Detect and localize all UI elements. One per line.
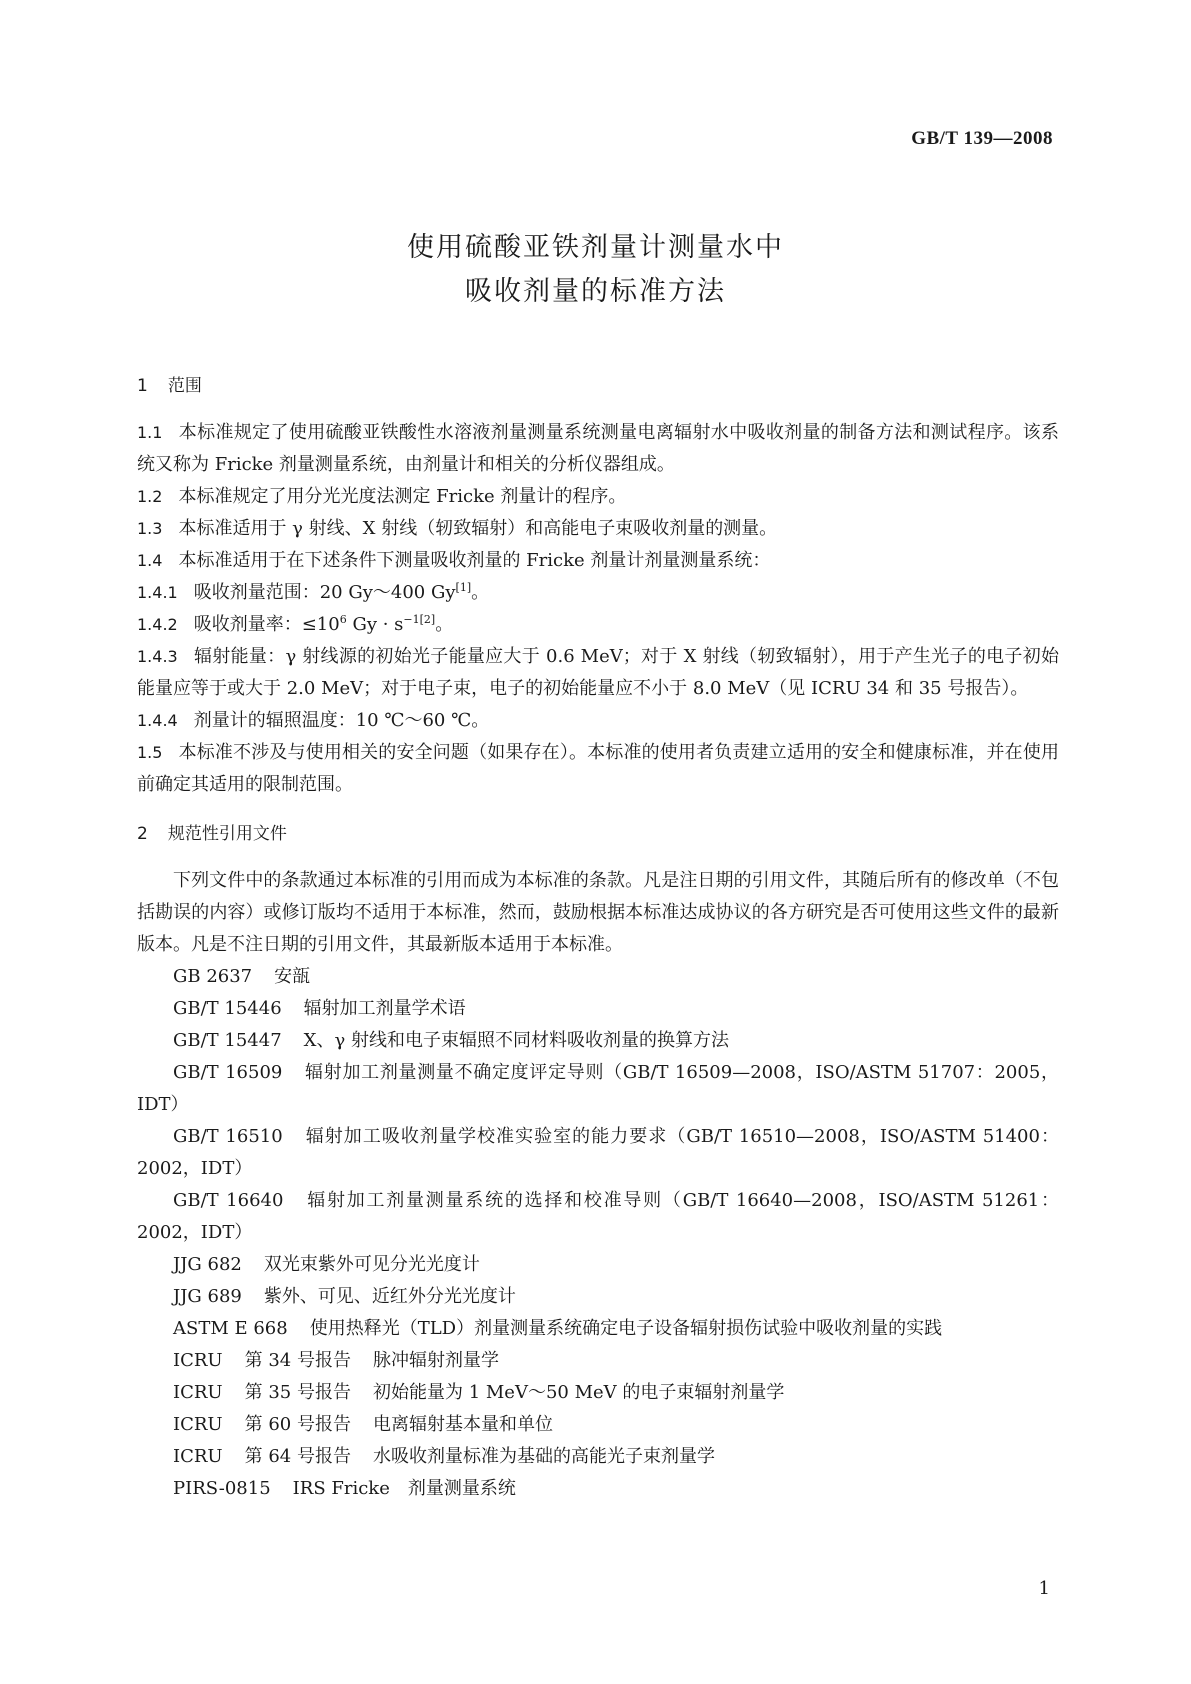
clause-1-3: [137, 513, 1059, 545]
reference-code: ASTM E 668: [173, 1318, 288, 1339]
reference-code: ICRU: [173, 1350, 223, 1371]
clause-1-4-2: [137, 609, 1059, 641]
clause-number: 1.2: [137, 487, 163, 506]
clause-text: 本标准不涉及与使用相关的安全问题（如果存在）。本标准的使用者负责建立适用的安全和健康标准，并在使用前确定其适用的限制范围。: [137, 742, 1059, 795]
reference-code: GB/T 16640: [173, 1190, 284, 1211]
clause-1-4-3: [137, 641, 1059, 705]
clause-number: 1.5: [137, 743, 163, 762]
reference-item: [137, 993, 1059, 1025]
section-title: 规范性引用文件: [167, 824, 287, 844]
section-1-heading: [137, 372, 1059, 400]
standard-number: GB/T 139—2008: [911, 128, 1053, 149]
citation-ref: [1]: [455, 581, 472, 594]
reference-item: [137, 1441, 1059, 1473]
reference-code: ICRU: [173, 1414, 223, 1435]
clause-number: 1.4.3: [137, 647, 178, 666]
reference-item: [137, 1249, 1059, 1281]
reference-code: GB/T 16509: [173, 1062, 283, 1083]
section-title: 范围: [167, 376, 202, 396]
reference-title: 双光束紫外可见分光光度计: [263, 1254, 480, 1275]
reference-item: [137, 1313, 1059, 1345]
clause-1-5: [137, 737, 1059, 801]
section-number: 1: [137, 376, 148, 396]
reference-item: [137, 1473, 1059, 1505]
clause-text: 本标准规定了用分光光度法测定 Fricke 剂量计的程序。: [178, 486, 627, 507]
reference-title: 辐射加工剂量测量不确定度评定导则（GB/T 16509—2008，ISO/ASTM 51707：2005，IDT）: [137, 1062, 1059, 1115]
reference-title: 水吸收剂量标准为基础的高能光子束剂量学: [372, 1446, 715, 1467]
reference-item: [137, 1409, 1059, 1441]
clause-number: 1.4.2: [137, 615, 178, 634]
clause-tail: 。: [435, 614, 454, 635]
clause-number: 1.3: [137, 519, 163, 538]
reference-title: 辐射加工剂量学术语: [303, 998, 466, 1019]
exponent: 6: [339, 613, 347, 626]
section-2-intro: 下列文件中的条款通过本标准的引用而成为本标准的条款。凡是注日期的引用文件，其随后所有的修改单（不包括勘误的内容）或修订版均不适用于本标准，然而，鼓励根据本标准达成协议的各方研究是否可使用这些文件的最新版本。凡是不注日期的引用文件，其最新版本适用于本标准。: [137, 870, 1059, 955]
reference-code: JJG 682: [173, 1254, 242, 1275]
reference-item: [137, 1057, 1059, 1121]
reference-code: ICRU: [173, 1382, 223, 1403]
reference-code: GB/T 16510: [173, 1126, 283, 1147]
reference-item: [137, 1121, 1059, 1185]
clause-text: 本标准适用于 γ 射线、X 射线（轫致辐射）和高能电子束吸收剂量的测量。: [178, 518, 778, 539]
reference-report-number: 第 35 号报告: [244, 1382, 351, 1403]
section-2-heading: [137, 820, 1059, 848]
clause-number: 1.4: [137, 551, 163, 570]
clause-1-1: [137, 417, 1059, 481]
clause-1-4-1: [137, 577, 1059, 609]
reference-title: 初始能量为 1 MeV～50 MeV 的电子束辐射剂量学: [372, 1382, 785, 1403]
reference-title: 脉冲辐射剂量学: [372, 1350, 499, 1371]
reference-item: [137, 961, 1059, 993]
section-number: 2: [137, 824, 148, 844]
clause-tail: 。: [471, 582, 490, 603]
reference-title: 辐射加工吸收剂量学校准实验室的能力要求（GB/T 16510—2008，ISO/ASTM 51400：2002，IDT）: [137, 1126, 1059, 1179]
document-body: [137, 372, 1059, 1505]
reference-item: [137, 1185, 1059, 1249]
exponent-citation: −1[2]: [403, 613, 436, 626]
clause-text: 吸收剂量范围：20 Gy～400 Gy: [193, 582, 456, 603]
reference-report-number: 第 60 号报告: [244, 1414, 351, 1435]
reference-item: [137, 1377, 1059, 1409]
clause-text: 剂量计的辐照温度：10 ℃～60 ℃。: [193, 710, 490, 731]
clause-number: 1.4.1: [137, 583, 178, 602]
reference-code: GB 2637: [173, 966, 253, 987]
reference-item: [137, 1281, 1059, 1313]
clause-text-unit: Gy · s: [346, 614, 404, 635]
clause-number: 1.1: [137, 423, 163, 442]
reference-title: 使用热释光（TLD）剂量测量系统确定电子设备辐射损伤试验中吸收剂量的实践: [309, 1318, 943, 1339]
reference-title: X、γ 射线和电子束辐照不同材料吸收剂量的换算方法: [303, 1030, 729, 1051]
reference-title: 辐射加工剂量测量系统的选择和校准导则（GB/T 16640—2008，ISO/ASTM 51261：2002，IDT）: [137, 1190, 1059, 1243]
reference-title: IRS Fricke 剂量测量系统: [292, 1478, 516, 1499]
clause-text: 辐射能量：γ 射线源的初始光子能量应大于 0.6 MeV；对于 X 射线（轫致辐射），用于产生光子的电子初始能量应等于或大于 2.0 MeV；对于电子束，电子的初始能量应不小于 8.0 MeV（见 ICRU 34 和 35 号报告）。: [137, 646, 1059, 699]
reference-item: [137, 1345, 1059, 1377]
clause-1-2: [137, 481, 1059, 513]
clause-text: 吸收剂量率：≤10: [193, 614, 340, 635]
reference-title: 电离辐射基本量和单位: [372, 1414, 553, 1435]
clause-1-4-4: [137, 705, 1059, 737]
document-title: [0, 226, 1191, 314]
clause-text: 本标准规定了使用硫酸亚铁酸性水溶液剂量测量系统测量电离辐射水中吸收剂量的制备方法和测试程序。该系统又称为 Fricke 剂量测量系统，由剂量计和相关的分析仪器组成。: [137, 422, 1059, 475]
title-line-1: 使用硫酸亚铁剂量计测量水中: [407, 232, 784, 263]
reference-code: JJG 689: [173, 1286, 242, 1307]
clause-1-4: [137, 545, 1059, 577]
reference-item: [137, 1025, 1059, 1057]
reference-report-number: 第 64 号报告: [244, 1446, 351, 1467]
reference-report-number: 第 34 号报告: [244, 1350, 351, 1371]
reference-title: 紫外、可见、近红外分光光度计: [263, 1286, 516, 1307]
clause-number: 1.4.4: [137, 711, 178, 730]
reference-code: GB/T 15446: [173, 998, 282, 1019]
reference-title: 安瓿: [274, 966, 311, 987]
clause-text: 本标准适用于在下述条件下测量吸收剂量的 Fricke 剂量计剂量测量系统：: [178, 550, 771, 571]
reference-code: GB/T 15447: [173, 1030, 282, 1051]
page-number: 1: [1038, 1578, 1050, 1599]
reference-code: ICRU: [173, 1446, 223, 1467]
reference-code: PIRS-0815: [173, 1478, 271, 1499]
title-line-2: 吸收剂量的标准方法: [465, 276, 726, 307]
